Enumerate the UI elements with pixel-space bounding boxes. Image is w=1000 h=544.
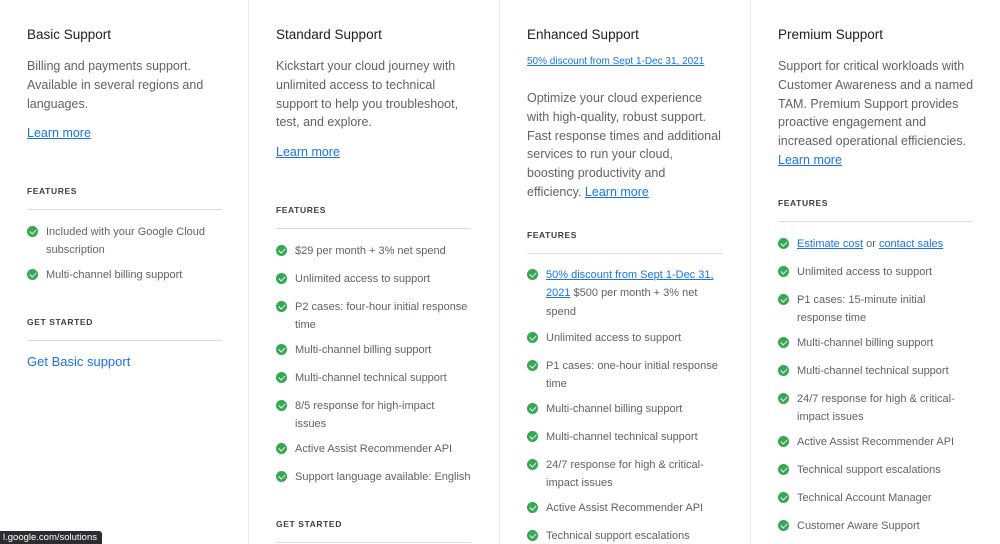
feature-item: $29 per month + 3% net spend — [276, 242, 476, 260]
feature-item: Multi-channel billing support — [27, 266, 222, 284]
feature-item: 8/5 response for high-impact issues — [276, 397, 466, 434]
divider — [276, 542, 471, 543]
check-circle-icon — [527, 459, 538, 470]
check-circle-icon — [527, 332, 538, 343]
feature-item: Technical support escalations — [778, 461, 978, 479]
features-label: FEATURES — [276, 205, 326, 215]
check-circle-icon — [527, 403, 538, 414]
plan-description: Support for critical workloads with Customer Awareness and a named TAM. Premium Support provides proactive engagement and increased operational efficiencies. Learn more — [778, 59, 974, 167]
promo-discount-link[interactable]: 50% discount from Sept 1-Dec 31, 2021 — [527, 56, 705, 67]
learn-more-link[interactable]: Learn more — [276, 145, 340, 159]
check-circle-icon — [778, 464, 789, 475]
feature-item: 24/7 response for high & critical-impact issues — [778, 390, 973, 427]
plan-title: Premium Support — [778, 27, 884, 42]
features-label: FEATURES — [527, 230, 577, 240]
features-label: FEATURES — [778, 198, 828, 208]
plan-description: Kickstart your cloud journey with unlimited access to technical support to help you troubleshoot, test, and explore. — [276, 59, 459, 130]
plan-standard — [249, 0, 500, 544]
divider — [527, 253, 722, 254]
get-basic-support-link[interactable]: Get Basic support — [27, 354, 131, 369]
feature-item: Technical Account Manager — [778, 489, 978, 507]
feature-item: Support language available: English — [276, 468, 481, 486]
check-circle-icon — [778, 266, 789, 277]
check-circle-icon — [527, 502, 538, 513]
feature-item: Unlimited access to support — [276, 270, 476, 288]
check-circle-icon — [527, 431, 538, 442]
feature-item: Multi-channel technical support — [527, 428, 727, 446]
plan-premium — [751, 0, 1000, 544]
feature-item: Active Assist Recommender API — [778, 433, 978, 451]
plan-title: Basic Support — [27, 27, 112, 42]
check-circle-icon — [276, 301, 287, 312]
plan-title: Standard Support — [276, 27, 382, 42]
feature-item: P2 cases: four-hour initial response time — [276, 298, 476, 335]
feature-item: Unlimited access to support — [778, 263, 978, 281]
check-circle-icon — [778, 393, 789, 404]
get-started-label: GET STARTED — [27, 317, 93, 327]
check-circle-icon — [778, 238, 789, 249]
plan-description: Optimize your cloud experience with high-quality, robust support. Fast response times and additional services to run your cloud, boosting productivity and efficiency. Learn more — [527, 91, 721, 199]
check-circle-icon — [527, 360, 538, 371]
feature-item: Unlimited access to support — [527, 329, 727, 347]
get-started-label: GET STARTED — [276, 519, 342, 529]
divider — [276, 228, 471, 229]
check-circle-icon — [27, 226, 38, 237]
feature-item: Multi-channel billing support — [276, 341, 476, 359]
learn-more-link[interactable]: Learn more — [584, 184, 649, 199]
check-circle-icon — [778, 436, 789, 447]
check-circle-icon — [778, 294, 789, 305]
feature-item: Multi-channel billing support — [778, 334, 978, 352]
learn-more-link[interactable]: Learn more — [27, 126, 91, 140]
check-circle-icon — [778, 492, 789, 503]
contact-sales-link[interactable]: contact sales — [878, 238, 944, 250]
check-circle-icon — [276, 400, 287, 411]
feature-item: Multi-channel technical support — [276, 369, 476, 387]
plan-enhanced — [500, 0, 751, 544]
features-label: FEATURES — [27, 186, 77, 196]
check-circle-icon — [778, 337, 789, 348]
check-circle-icon — [276, 245, 287, 256]
feature-item: Customer Aware Support — [778, 517, 978, 535]
feature-item: Technical support escalations — [527, 527, 727, 544]
feature-item: Active Assist Recommender API — [527, 499, 727, 517]
check-circle-icon — [276, 443, 287, 454]
feature-item-estimate: Estimate cost or contact sales — [778, 235, 978, 253]
feature-item: 24/7 response for high & critical-impact issues — [527, 456, 722, 493]
check-circle-icon — [778, 365, 789, 376]
check-circle-icon — [276, 344, 287, 355]
plan-description: Billing and payments support. Available in several regions and languages. — [27, 59, 204, 111]
feature-item: Multi-channel billing support — [527, 400, 727, 418]
feature-item: Active Assist Recommender API — [276, 440, 476, 458]
estimate-cost-link[interactable]: Estimate cost — [797, 238, 864, 250]
feature-item: Multi-channel technical support — [778, 362, 978, 380]
divider — [27, 340, 222, 341]
check-circle-icon — [527, 269, 538, 280]
check-circle-icon — [27, 269, 38, 280]
plan-title: Enhanced Support — [527, 27, 639, 42]
learn-more-link[interactable]: Learn more — [778, 152, 842, 167]
status-bar-url: l.google.com/solutions — [0, 531, 102, 544]
plan-basic — [0, 0, 249, 544]
feature-item: P1 cases: one-hour initial response time — [527, 357, 727, 394]
feature-item: P1 cases: 15-minute initial response time — [778, 291, 968, 328]
discount-link[interactable]: 50% discount from Sept 1-Dec 31, 2021 — [546, 269, 714, 300]
divider — [27, 209, 222, 210]
check-circle-icon — [778, 520, 789, 531]
check-circle-icon — [276, 273, 287, 284]
feature-item: Included with your Google Cloud subscription — [27, 223, 222, 260]
feature-item-discount: 50% discount from Sept 1-Dec 31, 2021 $500 per month + 3% net spend — [527, 266, 727, 321]
check-circle-icon — [527, 530, 538, 541]
check-circle-icon — [276, 372, 287, 383]
check-circle-icon — [276, 471, 287, 482]
divider — [778, 221, 973, 222]
